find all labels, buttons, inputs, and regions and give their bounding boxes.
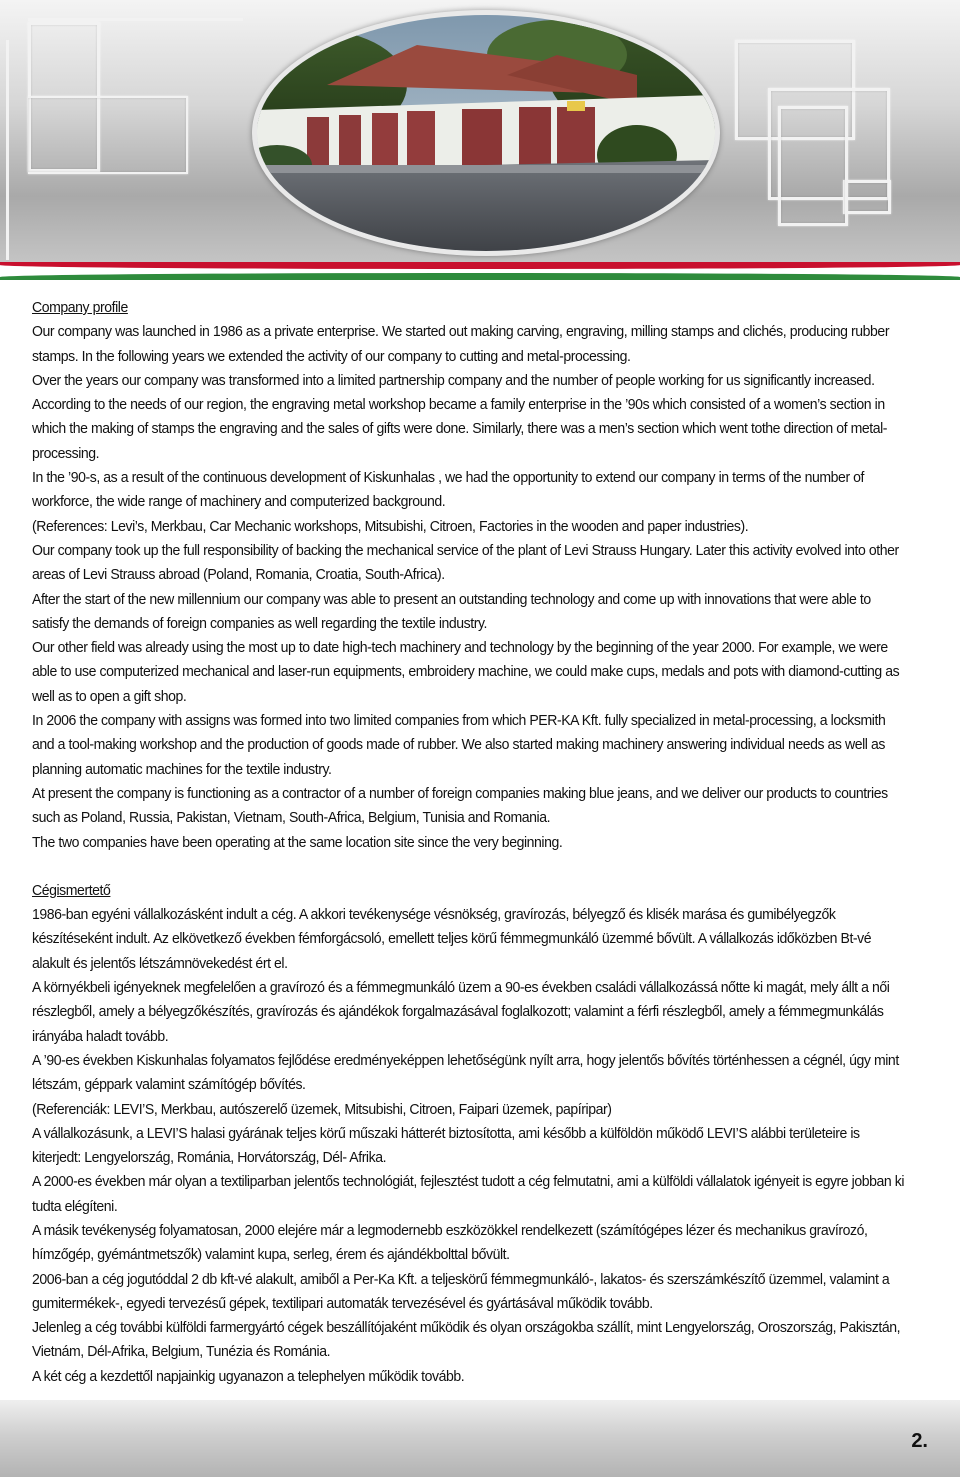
english-paragraph: At present the company is functioning as a contractor of a number of foreign companies making blue jeans, and we deliver our products to countries such as Poland, Russia, Pakistan, Vietnam, South-Africa, Belgium, Tunisia and Romania. <box>32 785 888 827</box>
company-building-photo-frame <box>252 10 720 256</box>
page-footer <box>0 1400 960 1477</box>
document-body <box>32 296 905 1389</box>
page-header <box>0 0 960 262</box>
building-photo-illustration <box>257 15 715 251</box>
english-paragraph: Our other field was already using the most up to date high-tech machinery and technology by the beginning of the year 2000. For example, we were able to use computerized mechanical and laser-run equipments, embroidery machine, we could make cups, medals and pots with diamond-cutting as well as to open a gift shop. <box>32 640 900 705</box>
hungarian-paragraph: A környékbeli igényeknek megfelelően a gravírozó és a fémmegmunkáló üzem a 90-es években családi vállalkozássá nőtte ki magát, mely állt a női részlegből, amely a bélyegzőkészítés, gravírozás és ajándékok forgalmazásával foglalkozott; valamint a férfi részlegből, amely a fémmegmunkálás irányába haladt tovább. <box>32 980 890 1045</box>
hungarian-paragraph: A ’90-es években Kiskunhalas folyamatos fejlődése eredményeképpen lehetőségünk nyílt arra, hogy jelentős bővítés történhessen a cégnél, úgy mint létszám, géppark valamint számítógép bővítés. <box>32 1052 899 1094</box>
hungarian-paragraph: 2006-ban a cég jogutóddal 2 db kft-vé alakult, amiből a Per-Ka Kft. a teljeskörű fémmegmunkáló-, lakatos- és szerszámkészítő üzemmel, valamint a gumitermékek-, egyedi tervezésű gépek, textilipari automaták tervezésével és gyártásával működik tovább. <box>32 1271 890 1312</box>
company-building-photo <box>257 15 715 251</box>
decorative-frame-left-inner <box>28 96 188 174</box>
hungarian-section-title: Cégismertető <box>32 882 111 899</box>
english-paragraph: Over the years our company was transformed into a limited partnership company and the number of people working for us significantly increased. <box>32 372 875 389</box>
english-paragraph: Our company took up the full responsibility of backing the mechanical service of the plant of Levi Strauss Hungary. Later this activity evolved into other areas of Levi Strauss abroad (Poland, Romania, Croatia, South-Africa). <box>32 542 899 584</box>
flag-stripe-green <box>0 273 960 280</box>
decorative-frame-right-3 <box>843 180 891 214</box>
hungarian-paragraph: Jelenleg a cég további külföldi farmergyártó cégek beszállítójaként működik és olyan országokba szállít, mint Lengyelország, Oroszország, Pakisztán, Vietnám, Dél-Afrika, Belgium, Tunézia és Románia. <box>32 1320 901 1361</box>
english-paragraph: The two companies have been operating at the same location site since the very beginning. <box>32 834 563 851</box>
hungarian-paragraph: (Referenciák: LEVI’S, Merkbau, autószerelő üzemek, Mitsubishi, Citroen, Faipari üzemek, papíripar) <box>32 1101 612 1118</box>
english-section-title: Company profile <box>32 300 128 316</box>
english-paragraph: Our company was launched in 1986 as a private enterprise. We started out making carving, engraving, milling stamps and clichés, producing rubber stamps. In the following years we extended the activity of our company to cutting and metal-processing. <box>32 324 890 365</box>
decorative-frame-right-4 <box>778 106 848 226</box>
hungarian-paragraph: 1986-ban egyéni vállalkozásként indult a cég. A akkori tevékenysége vésnökség, gravírozás, bélyegző és klisék marása és gumibélyegzők készítéseként indult. Az elkövetkező években fémforgácsoló, emellett teljes körű fémmegmunkáló üzemmé bővült. A vállalkozás időközben Bt-vé alakult és jelentős létszámnövekedést ért el. <box>32 907 872 972</box>
page-number: 2. <box>911 1430 928 1452</box>
decorative-line-top <box>28 18 243 21</box>
section-spacer <box>32 855 905 879</box>
english-paragraph: After the start of the new millennium our company was able to present an outstanding technology and come up with innovations that were able to satisfy the demands of foreign companies as well regarding the textile industry. <box>32 591 871 632</box>
hungarian-paragraph: A másik tevékenység folyamatosan, 2000 elejére már a legmodernebb eszközökkel rendelkezett (számítógépes lézer és mechanikus gravírozó, hímzőgép, gyémántmetszők) valamint kupa, serleg, érem és ajándékbolttal bővült. <box>32 1222 868 1264</box>
hungarian-paragraph: A két cég a kezdettől napjainkig ugyanazon a telephelyen működik tovább. <box>32 1368 465 1385</box>
flag-stripe-red <box>0 262 960 269</box>
english-paragraph: In the ’90-s, as a result of the continuous development of Kiskunhalas , we had the opportunity to extend our company in terms of the number of workforce, the wide range of machinery and computerized background. <box>32 470 865 511</box>
english-paragraph: In 2006 the company with assigns was formed into two limited companies from which PER-KA Kft. fully specialized in metal-processing, a locksmith and a tool-making workshop and the production of goods made of rubber. We also started making machinery answering individual needs as well as planning automatic machines for the textile industry. <box>32 713 886 778</box>
hungarian-paragraph: A vállalkozásunk, a LEVI’S halasi gyárának teljes körű műszaki hátterét biztosította, ami később a külföldön működő LEVI’S alábbi területeire is kiterjedt: Lengyelország, Románia, Horvátország, Dél- Afrika. <box>32 1125 860 1167</box>
decorative-line-vertical <box>6 40 9 260</box>
english-paragraph: (References: Levi’s, Merkbau, Car Mechanic workshops, Mitsubishi, Citroen, Factories in the wooden and paper industries). <box>32 518 749 535</box>
hungarian-paragraph: A 2000-es években már olyan a textiliparban jelentős technológiát, fejlesztést tudott a cég felmutatni, ami a külföldi vállalatok igényeit is egyre jobban ki tudta elégíteni. <box>32 1174 905 1215</box>
english-paragraph: According to the needs of our region, the engraving metal workshop became a family enterprise in the ’90s which consisted of a women’s section in which the making of stamps the engraving and the sales of gifts were done. Similarly, there was a men’s section which went tothe direction of metal-processing. <box>32 397 888 462</box>
